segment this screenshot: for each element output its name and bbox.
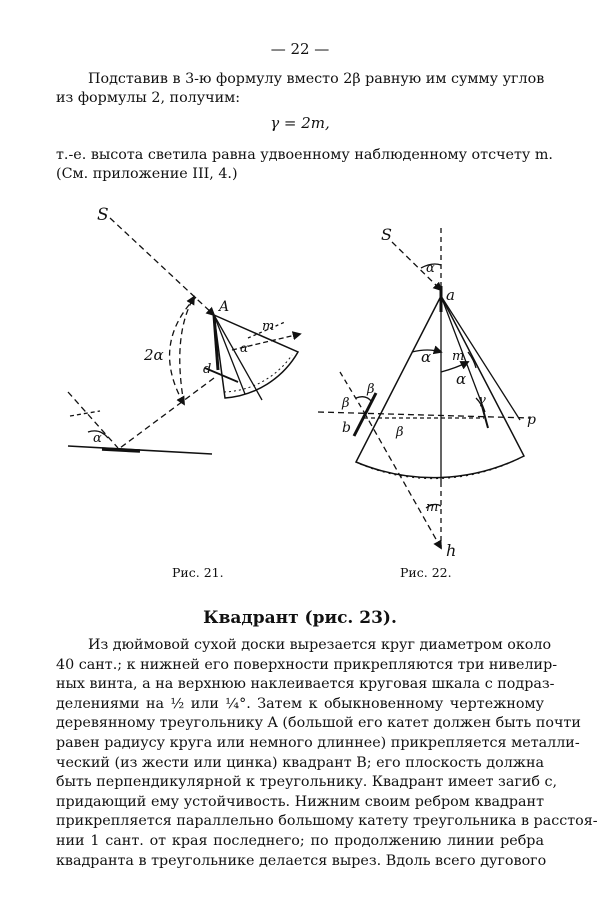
label-beta-3: β <box>396 425 404 440</box>
sight-line <box>214 315 262 400</box>
label-a: a <box>446 286 455 304</box>
text-line: быть перпендикулярной к треугольнику. Квадрант имеет загиб c, <box>56 774 558 791</box>
text-line: делениями на ½ или ¼°. Затем к обыкновенному чертежному <box>56 695 544 712</box>
scale-22 <box>360 458 520 479</box>
label-alpha-mid: α <box>240 341 249 355</box>
figure-22 <box>318 228 530 548</box>
text-line: т.-е. высота светила равна удвоенному наблюденному отсчету m. <box>56 147 553 163</box>
label-m-low: m <box>426 500 439 515</box>
horizon-mirror <box>102 449 140 451</box>
beta-arc <box>356 397 372 402</box>
text-line: квадранта в треугольнике делается вырез. Вдоль всего дугового <box>56 852 547 869</box>
label-two-alpha: 2α <box>144 346 164 364</box>
label-S: S <box>97 205 109 225</box>
label-m: m <box>262 319 275 334</box>
label-h: h <box>446 541 457 560</box>
text-line: из формулы 2, получим: <box>56 90 241 106</box>
text-line: прикрепляется параллельно большому катету треугольника в расстоя- <box>56 813 598 830</box>
quadrant-sector <box>214 315 298 398</box>
label-S-22: S <box>381 225 392 244</box>
text-line: ных винта, а на верхнюю наклеивается круговая шкала с подраз- <box>56 676 555 693</box>
label-d: d <box>203 362 212 377</box>
text-line: нии 1 сант. от края последнего; по продолжению линии ребра <box>56 832 544 849</box>
label-alpha-bottom: α <box>93 431 102 446</box>
text-line: придающий ему устойчивость. Нижним своим ребром квадрант <box>56 793 544 810</box>
caption-fig-22: Рис. 22. <box>400 565 452 580</box>
incoming-ray <box>110 218 214 315</box>
body-paragraph <box>56 636 598 871</box>
label-alpha-top: α <box>426 261 435 276</box>
label-b: b <box>342 420 351 436</box>
label-p: p <box>527 412 536 428</box>
page-number: — 22 — <box>270 40 330 58</box>
text-line: Подставив в 3-ю формулу вместо 2β равную им сумму углов <box>88 71 545 87</box>
text-line: (См. приложение III, 4.) <box>56 166 238 182</box>
two-alpha-arc-return <box>180 297 194 404</box>
label-A: A <box>219 299 230 315</box>
text-line: равен радиусу круга или немного длиннее) прикрепляется металли- <box>56 734 580 751</box>
label-beta-1: β <box>367 382 375 397</box>
caption-fig-21: Рис. 21. <box>172 565 224 580</box>
formula: γ = 2m, <box>270 114 330 132</box>
alpha-guide <box>70 411 100 416</box>
text-line: ческий (из жести или цинка) квадрант B; его плоскость должна <box>56 754 544 771</box>
figure-22-labels <box>341 225 536 560</box>
reflected-ray <box>120 378 214 448</box>
two-alpha-arc <box>170 297 196 404</box>
figure-21 <box>68 218 300 454</box>
text-line: 40 сант.; к нижней его поверхности прикрепляются три нивелир- <box>56 656 558 673</box>
label-alpha-right: α <box>456 370 467 388</box>
label-gamma: γ <box>478 393 486 408</box>
label-alpha-left: α <box>421 348 432 366</box>
horizontal-dashed <box>318 412 530 418</box>
section-title: Квадрант (рис. 23). <box>203 608 397 628</box>
text-line: Из дюймовой сухой доски вырезается круг диаметром около <box>88 637 552 653</box>
text-line: деревянному треугольнику A (большой его катет должен быть почти <box>56 715 581 732</box>
figure-21-labels <box>93 205 274 446</box>
label-m-mid: m <box>452 349 465 364</box>
label-beta-2: β <box>342 396 350 411</box>
